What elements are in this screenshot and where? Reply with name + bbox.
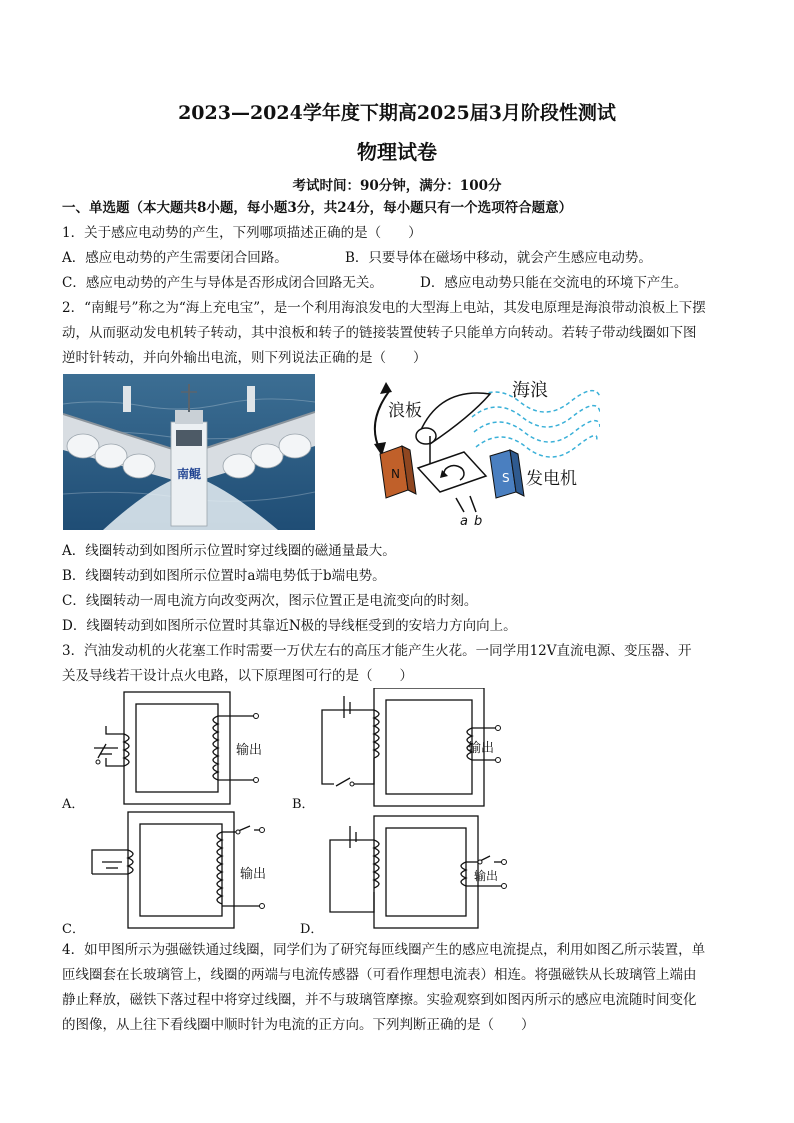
svg-text:N: N (391, 467, 400, 481)
q3-stem-line1: 3．汽油发动机的火花塞工作时需要一万伏左右的高压才能产生火花。一同学用12V直流电源、变压器、开 (62, 643, 692, 659)
magnet-n-pole (380, 446, 416, 498)
terminal-b: b (474, 514, 483, 529)
label-wave-plate: 浪板 (388, 401, 422, 421)
generator-diagram (360, 372, 600, 530)
q1-stem: 1．关于感应电动势的产生，下列哪项描述正确的是（ ） (62, 225, 422, 241)
magnet-s-pole (490, 450, 524, 498)
q2-stem-line2: 动，从而驱动发电机转子转动，其中浪板和转子的链接装置使转子只能单方向转动。若转子带动线圈如下图 (62, 325, 697, 341)
q2-stem-line1: 2．“南鲲号”称之为“海上充电宝”，是一个利用海浪发电的大型海上电站，其发电原理是海浪带动浪板上下摆 (62, 300, 706, 316)
circuit-a (84, 688, 274, 810)
q3-option-d-label: D． (300, 922, 324, 937)
output-label-c: 输出 (240, 867, 267, 882)
q4-stem-line4: 的图像，从上往下看线圈中顺时针为电流的正方向。下列判断正确的是（ ） (62, 1017, 535, 1033)
q1-option-d: D．感应电动势只能在交流电的环境下产生。 (420, 275, 688, 291)
ship-name-text: 南鲲 (176, 467, 202, 481)
label-generator: 发电机 (526, 469, 577, 489)
terminal-a: a (460, 514, 468, 529)
q4-stem-line1: 4．如甲图所示为强磁铁通过线圈，同学们为了研究每匝线圈产生的感应电流提点，利用如图乙所示装置，单 (62, 942, 706, 958)
q4-stem-line2: 匝线圈套在长玻璃管上，线圈的两端与电流传感器（可看作理想电流表）相连。将强磁铁从长玻璃管上端由 (62, 967, 697, 983)
coil (418, 436, 486, 512)
ship-photo (63, 374, 315, 530)
q3-option-c-label: C． (62, 922, 85, 937)
q2-option-c: C．线圈转动一周电流方向改变两次，图示位置正是电流变向的时刻。 (62, 593, 478, 609)
q2-option-d: D．线圈转动到如图所示位置时其靠近N极的导线框受到的安培力方向向上。 (62, 618, 517, 634)
q3-option-a-label: A． (62, 797, 85, 812)
q2-option-b: B．线圈转动到如图所示位置时a端电势低于b端电势。 (62, 568, 386, 584)
q2-stem-line3: 逆时针转动，并向外输出电流，则下列说法正确的是（ ） (62, 350, 427, 366)
subject-title: 物理试卷 (357, 140, 437, 164)
q1-option-a: A．感应电动势的产生需要闭合回路。 (62, 250, 288, 266)
exam-info: 考试时间：90分钟，满分：100分 (292, 178, 502, 194)
q3-stem-line2: 关及导线若干设计点火电路，以下原理图可行的是（ ） (62, 668, 413, 684)
exam-title: 2023—2024学年度下期高2025届3月阶段性测试 (178, 102, 616, 124)
section-heading: 一、单选题（本大题共8小题，每小题3分，共24分，每小题只有一个选项符合题意） (62, 200, 573, 216)
output-label-a: 输出 (236, 743, 263, 758)
q2-option-a: A．线圈转动到如图所示位置时穿过线圈的磁通量最大。 (62, 543, 396, 559)
svg-text:S: S (502, 471, 510, 485)
output-label-b: 输出 (468, 741, 495, 756)
q1-option-b: B．只要导体在磁场中移动，就会产生感应电动势。 (345, 250, 652, 266)
circuit-b (314, 688, 504, 810)
q1-option-c: C．感应电动势的产生与导体是否形成闭合回路无关。 (62, 275, 383, 291)
circuit-c (84, 810, 274, 932)
q3-option-b-label: B． (292, 797, 315, 812)
output-label-d: 输出 (474, 869, 499, 883)
q4-stem-line3: 静止释放，磁铁下落过程中将穿过线圈，并不与玻璃管摩擦。实验观察到如图丙所示的感应电流随时间变化 (62, 992, 697, 1008)
circuit-d (324, 812, 514, 934)
label-wave: 海浪 (512, 380, 548, 401)
